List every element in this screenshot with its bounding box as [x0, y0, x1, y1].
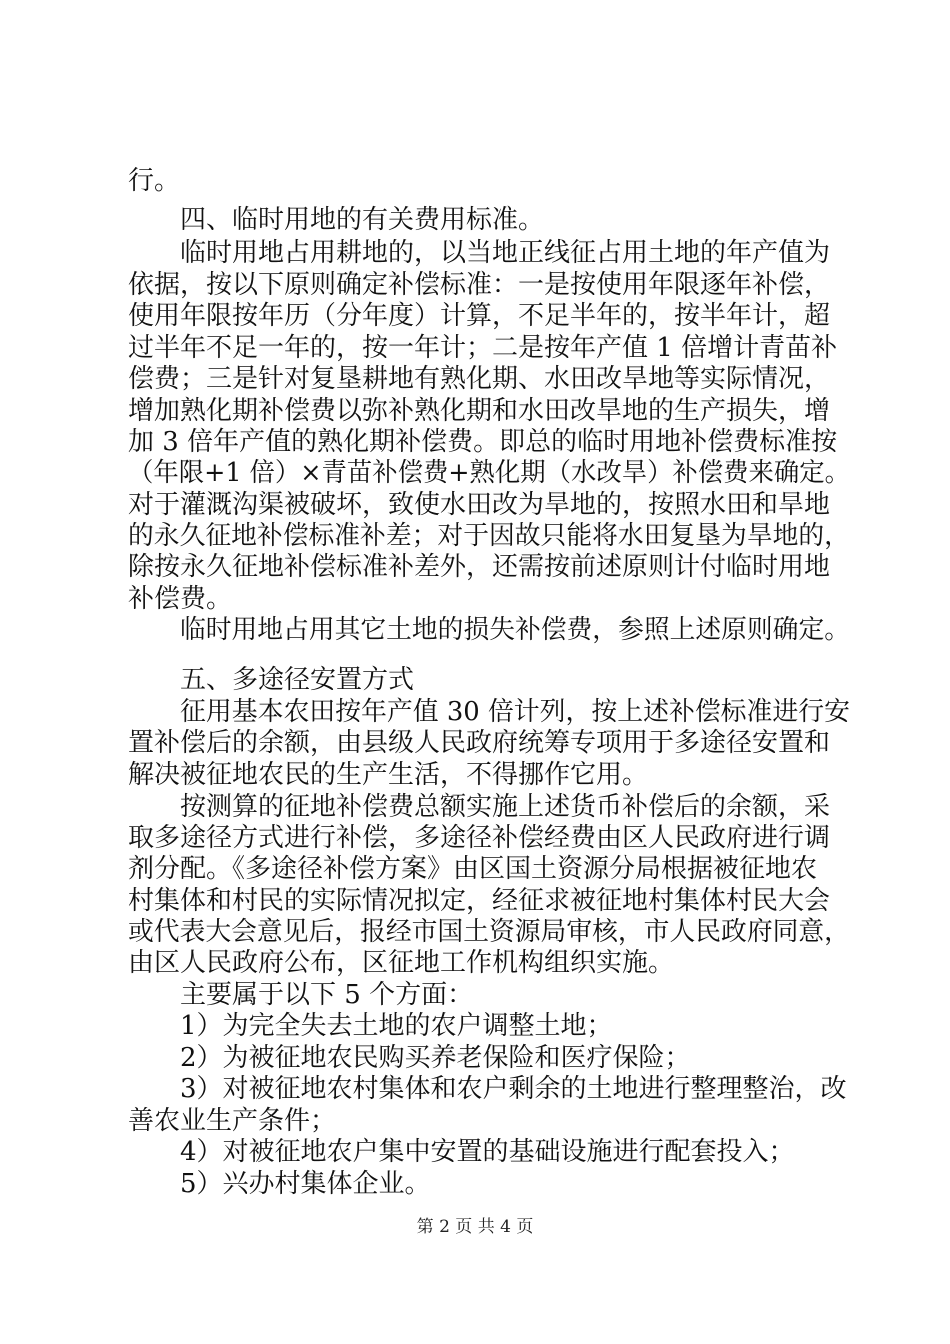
text-line: 除按永久征地补偿标准补差外，还需按前述原则计付临时用地	[128, 552, 831, 582]
text-line: 使用年限按年历（分年度）计算，不足半年的，按半年计，超	[128, 301, 831, 331]
text-line: 置补偿后的余额，由县级人民政府统筹专项用于多途径安置和	[128, 728, 831, 758]
list-item: 2）为被征地农民购买养老保险和医疗保险；	[180, 1043, 691, 1073]
text-line: （年限+1 倍）×青苗补偿费+熟化期（水改旱）补偿费来确定。	[128, 458, 850, 488]
text-line: 偿费；三是针对复垦耕地有熟化期、水田改旱地等实际情况，	[128, 364, 831, 394]
text-line: 对于灌溉沟渠被破坏，致使水田改为旱地的，按照水田和旱地	[128, 490, 831, 520]
text-line: 征用基本农田按年产值 30 倍计列，按上述补偿标准进行安	[180, 697, 850, 727]
text-line: 剂分配。《多途径补偿方案》由区国土资源分局根据被征地农	[128, 854, 818, 884]
list-item: 1）为完全失去土地的农户调整土地；	[180, 1011, 613, 1041]
text-line: 取多途径方式进行补偿，多途径补偿经费由区人民政府进行调	[128, 823, 831, 853]
page-number-footer: 第 2 页 共 4 页	[416, 1217, 534, 1237]
text-line: 加 3 倍年产值的熟化期补偿费。即总的临时用地补偿费标准按	[128, 427, 838, 457]
list-item: 5）兴办村集体企业。	[180, 1169, 431, 1199]
text-line: 的永久征地补偿标准补差；对于因故只能将水田复垦为旱地的，	[128, 521, 850, 551]
section-heading: 五、多途径安置方式	[180, 665, 415, 695]
text-line: 补偿费。	[128, 584, 233, 614]
text-line: 过半年不足一年的，按一年计；二是按年产值 1 倍增计青苗补	[128, 333, 838, 363]
text-line: 行。	[128, 166, 181, 196]
text-line: 按测算的征地补偿费总额实施上述货币补偿后的余额，采	[180, 792, 831, 822]
text-line: 临时用地占用其它土地的损失补偿费，参照上述原则确定。	[180, 615, 850, 645]
text-line: 解决被征地农民的生产生活，不得挪作它用。	[128, 760, 649, 790]
text-line: 或代表大会意见后，报经市国土资源局审核，市人民政府同意，	[128, 917, 850, 947]
list-item: 4）对被征地农户集中安置的基础设施进行配套投入；	[180, 1137, 795, 1167]
text-line: 依据，按以下原则确定补偿标准：一是按使用年限逐年补偿，	[128, 270, 831, 300]
text-line: 村集体和村民的实际情况拟定，经征求被征地村集体村民大会	[128, 886, 831, 916]
text-line: 临时用地占用耕地的，以当地正线征占用土地的年产值为	[180, 238, 831, 268]
text-line: 由区人民政府公布，区征地工作机构组织实施。	[128, 948, 675, 978]
list-item: 善农业生产条件；	[128, 1106, 337, 1136]
list-item: 3）对被征地农村集体和农户剩余的土地进行整理整治，改	[180, 1074, 847, 1104]
text-line: 增加熟化期补偿费以弥补熟化期和水田改旱地的生产损失，增	[128, 396, 831, 426]
section-heading: 四、临时用地的有关费用标准。	[180, 205, 545, 235]
text-line: 主要属于以下 5 个方面：	[180, 980, 474, 1010]
